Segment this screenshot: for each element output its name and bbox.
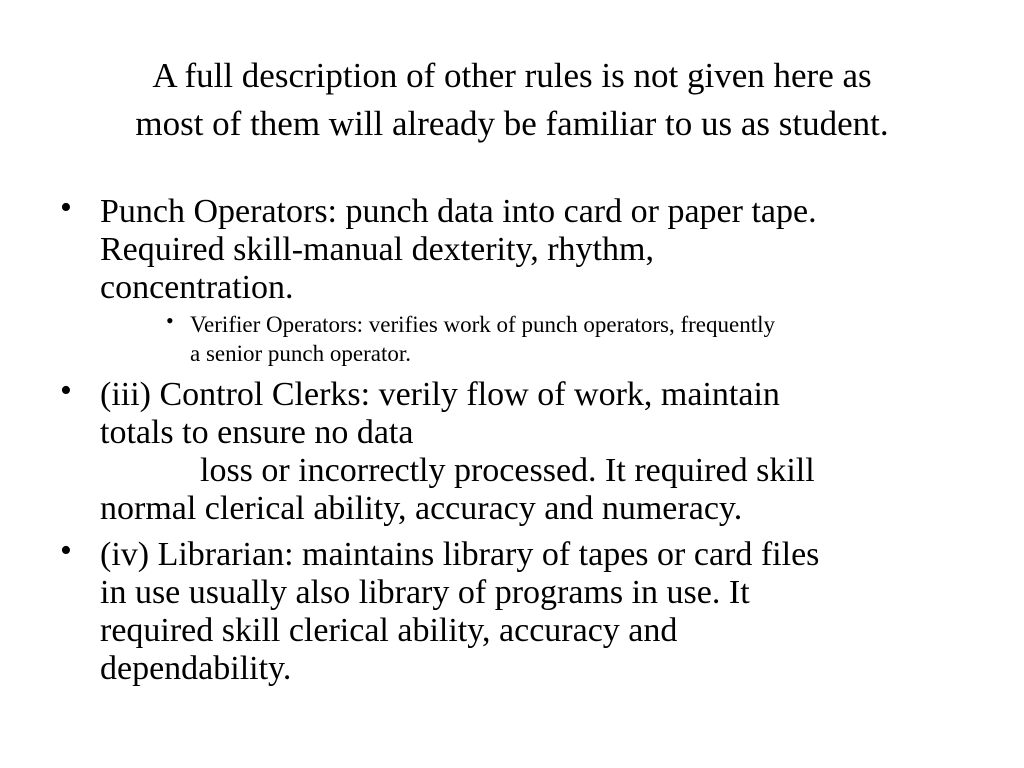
bullet-text-line: Punch Operators: punch data into card or paper tape. [100, 193, 817, 230]
slide-title-line: A full description of other rules is not given here as [152, 56, 872, 95]
bullet-text-line: in use usually also library of programs in use. It [100, 574, 750, 611]
bullet-item-punch-operators [60, 189, 1000, 307]
bullet-text-line: a senior punch operator. [190, 341, 411, 366]
slide-title-line: most of them will already be familiar to us as student. [135, 104, 889, 143]
bullet-text-line: totals to ensure no data [100, 414, 414, 451]
bullet-text-line: Required skill-manual dexterity, rhythm, [100, 231, 654, 268]
bullet-text-line: (iii) Control Clerks: verily flow of work, maintain [100, 376, 780, 413]
bullet-text-line: normal clerical ability, accuracy and numeracy. [100, 490, 743, 527]
bullet-text-line: (iv) Librarian: maintains library of tapes or card files [100, 536, 820, 573]
bullet-text-line: Verifier Operators: verifies work of punch operators, frequently [190, 312, 776, 337]
bullet-text-line: loss or incorrectly processed. It required skill [200, 452, 815, 489]
bullet-icon: • [60, 372, 72, 409]
bullet-text-line: required skill clerical ability, accuracy and [100, 612, 678, 649]
bullet-icon: • [60, 189, 72, 226]
bullet-text-line: dependability. [100, 650, 292, 687]
bullet-text-line: concentration. [100, 269, 294, 306]
bullet-item-librarian [60, 532, 1000, 688]
bullet-icon: • [166, 308, 174, 333]
sub-bullet-item-verifier-operators [166, 308, 980, 368]
bullet-icon: • [60, 532, 72, 569]
bullet-item-control-clerks [60, 372, 1000, 528]
